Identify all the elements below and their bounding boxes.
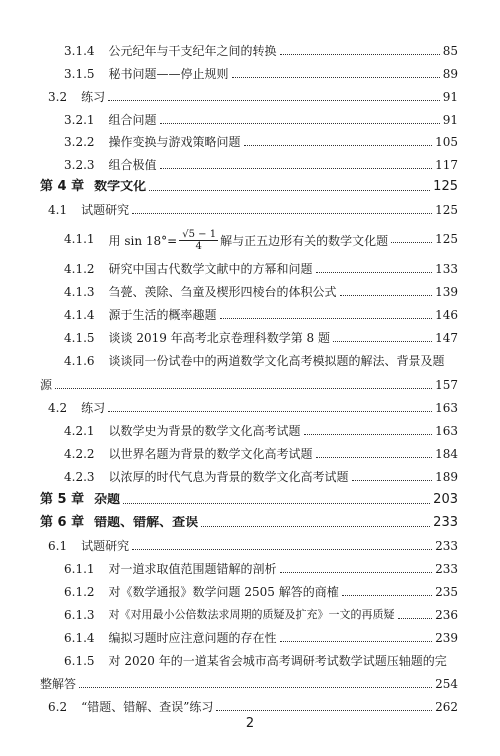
toc-entry-6-1-5-continued[interactable] <box>40 671 458 691</box>
entry-number: 4.1 <box>48 203 68 217</box>
leader-dots <box>280 571 433 573</box>
entry-page: 254 <box>435 677 458 691</box>
title-prefix: 用 sin 18°= <box>108 233 178 248</box>
entry-number: 4.2.1 <box>64 424 95 438</box>
entry-title <box>109 229 389 252</box>
entry-page: 85 <box>442 44 458 58</box>
entry-title: 组合极值 <box>108 158 157 172</box>
entry-number: 3.2.1 <box>64 113 95 127</box>
entry-title: 以世界名题为背景的数学文化高考试题 <box>108 447 313 461</box>
entry-title: 试题研究 <box>81 539 130 553</box>
toc-entry-4-2-2[interactable] <box>64 441 458 461</box>
leader-dots <box>316 456 433 458</box>
leader-dots <box>280 640 433 642</box>
entry-number: 4.1.1 <box>64 232 95 246</box>
chapter-title: 错题、错解、查误 <box>94 516 199 530</box>
toc-entry-6-1-4[interactable] <box>64 625 458 645</box>
entry-title: 对《对用最小公倍数法求周期的质疑及扩充》一文的再质疑 <box>108 608 395 621</box>
entry-number: 6.1 <box>48 539 68 553</box>
leader-dots <box>79 686 432 688</box>
chapter-title: 数学文化 <box>94 180 147 194</box>
entry-title: 秘书问题——停止规则 <box>108 67 229 81</box>
entry-title: 组合问题 <box>108 113 157 127</box>
entry-number: 4.1.5 <box>64 331 95 345</box>
toc-entry-4-1-4[interactable] <box>64 302 458 322</box>
leader-dots <box>232 76 440 78</box>
leader-dots <box>316 271 433 273</box>
entry-title: 以浓厚的时代气息为背景的数学文化高考试题 <box>108 470 349 484</box>
entry-page: 91 <box>442 113 458 127</box>
toc-entry-6-1-2[interactable] <box>64 579 458 599</box>
entry-number: 6.1.4 <box>64 631 95 645</box>
leader-dots <box>216 709 432 711</box>
entry-page: 239 <box>435 631 458 645</box>
entry-page: 233 <box>435 539 458 553</box>
entry-page: 139 <box>435 285 458 299</box>
entry-page: 189 <box>435 470 458 484</box>
leader-dots <box>108 410 432 412</box>
entry-title: 练习 <box>81 401 106 415</box>
entry-page: 125 <box>435 232 458 246</box>
toc-entry-4-1-6[interactable] <box>64 348 458 368</box>
entry-page: 233 <box>433 515 458 530</box>
entry-title-continued: 源 <box>40 378 53 392</box>
toc-entry-4-1-1[interactable] <box>64 226 458 252</box>
entry-page: 105 <box>435 135 458 149</box>
leader-dots <box>340 294 433 296</box>
leader-dots <box>123 502 430 504</box>
toc-entry-3-2-3[interactable] <box>64 152 458 172</box>
toc-chapter-5[interactable] <box>40 487 458 507</box>
entry-number: 4.1.4 <box>64 308 95 322</box>
entry-number: 3.2 <box>48 90 68 104</box>
entry-title: 源于生活的概率趣题 <box>108 308 217 322</box>
entry-number: 6.2 <box>48 700 68 714</box>
entry-number: 4.2.3 <box>64 470 95 484</box>
toc-entry-4-2-3[interactable] <box>64 464 458 484</box>
toc-entry-3-1-5[interactable] <box>64 61 458 81</box>
page-number: 2 <box>245 716 255 731</box>
entry-number: 6.1.5 <box>64 654 95 668</box>
entry-page: 146 <box>435 308 458 322</box>
leader-dots <box>220 317 433 319</box>
toc-entry-6-1-1[interactable] <box>64 556 458 576</box>
chapter-number: 第 4 章 <box>40 179 85 194</box>
entry-title: 公元纪年与干支纪年之间的转换 <box>108 44 277 58</box>
leader-dots <box>201 525 430 527</box>
leader-dots <box>333 340 432 342</box>
toc-entry-3-2-1[interactable] <box>64 107 458 127</box>
entry-title: 谈谈 2019 年高考北京卷理科数学第 8 题 <box>108 331 330 345</box>
toc-entry-6-1[interactable] <box>48 533 458 553</box>
leader-dots <box>132 212 432 214</box>
leader-dots <box>108 99 440 101</box>
entry-number: 4.2 <box>48 401 68 415</box>
entry-title: 操作变换与游戏策略问题 <box>108 135 241 149</box>
leader-dots <box>160 167 433 169</box>
entry-title: “错题、错解、查误”练习 <box>81 700 214 714</box>
sqrt-expression: √5 − 1 <box>182 229 217 240</box>
entry-page: 184 <box>435 447 458 461</box>
entry-number: 6.1.2 <box>64 585 95 599</box>
entry-page: 125 <box>435 203 458 217</box>
entry-title: 练习 <box>81 90 106 104</box>
entry-title: 对《数学通报》数学问题 2505 解答的商榷 <box>108 585 339 599</box>
leader-dots <box>398 617 433 619</box>
entry-number: 3.1.5 <box>64 67 95 81</box>
toc-entry-3-2[interactable] <box>48 84 458 104</box>
toc-entry-4-1-3[interactable] <box>64 279 458 299</box>
entry-title: 对一道求取值范围题错解的剖析 <box>108 562 277 576</box>
fraction-denominator: 4 <box>195 241 202 252</box>
entry-title: 编拟习题时应注意问题的存在性 <box>108 631 277 645</box>
toc-chapter-6[interactable] <box>40 510 458 530</box>
entry-title: 以数学史为背景的数学文化高考试题 <box>108 424 301 438</box>
entry-page: 163 <box>435 424 458 438</box>
entry-page: 236 <box>435 608 458 622</box>
entry-page: 233 <box>435 562 458 576</box>
entry-number: 3.2.3 <box>64 158 95 172</box>
toc-entry-3-2-2[interactable] <box>64 129 458 149</box>
entry-title: 研究中国古代数学文献中的方幂和问题 <box>108 262 313 276</box>
entry-page: 163 <box>435 401 458 415</box>
entry-number: 4.2.2 <box>64 447 95 461</box>
toc-chapter-4[interactable] <box>40 174 458 194</box>
entry-number: 3.1.4 <box>64 44 95 58</box>
toc-entry-6-1-5[interactable] <box>64 648 458 668</box>
title-suffix: 解与正五边形有关的数学文化题 <box>220 233 389 248</box>
entry-number: 6.1.3 <box>64 608 95 622</box>
leader-dots <box>132 548 432 550</box>
entry-number: 6.1.1 <box>64 562 95 576</box>
entry-number: 4.1.6 <box>64 354 95 368</box>
entry-title: 对 2020 年的一道某省会城市高考调研考试数学试题压轴题的完 <box>108 654 447 668</box>
entry-page: 89 <box>442 67 458 81</box>
leader-dots <box>304 433 433 435</box>
toc-entry-4-2-1[interactable] <box>64 418 458 438</box>
entry-page: 157 <box>435 378 458 392</box>
chapter-number: 第 6 章 <box>40 515 85 530</box>
leader-dots <box>352 479 433 481</box>
toc-entry-4-1-5[interactable] <box>64 325 458 345</box>
leader-dots <box>160 122 440 124</box>
toc-entry-4-1-6-continued[interactable] <box>40 372 458 392</box>
toc-entry-3-1-4[interactable] <box>64 38 458 58</box>
toc-entry-4-2[interactable] <box>48 395 458 415</box>
fraction-numerator <box>179 229 218 241</box>
toc-entry-4-1-2[interactable] <box>64 256 458 276</box>
entry-page: 262 <box>435 700 458 714</box>
entry-page: 91 <box>442 90 458 104</box>
entry-page: 235 <box>435 585 458 599</box>
toc-entry-6-1-3[interactable] <box>64 602 458 622</box>
toc-entry-6-2[interactable] <box>48 694 458 714</box>
entry-page: 147 <box>435 331 458 345</box>
leader-dots <box>342 594 432 596</box>
leader-dots <box>244 144 433 146</box>
entry-page: 117 <box>435 158 458 172</box>
entry-number: 4.1.2 <box>64 262 95 276</box>
entry-title: 刍甍、羡除、刍童及楔形四棱台的体积公式 <box>108 285 337 299</box>
entry-number: 3.2.2 <box>64 135 95 149</box>
chapter-number: 第 5 章 <box>40 492 85 507</box>
entry-title: 谈谈同一份试卷中的两道数学文化高考模拟题的解法、背景及题 <box>108 354 445 368</box>
chapter-title: 杂题 <box>94 493 121 507</box>
leader-dots <box>55 387 432 389</box>
entry-page: 133 <box>435 262 458 276</box>
entry-number: 4.1.3 <box>64 285 95 299</box>
entry-page: 125 <box>433 179 458 194</box>
entry-title-continued: 整解答 <box>40 677 77 691</box>
entry-title: 试题研究 <box>81 203 130 217</box>
leader-dots <box>149 189 430 191</box>
toc-entry-4-1[interactable] <box>48 197 458 217</box>
entry-page: 203 <box>433 492 458 507</box>
leader-dots <box>280 53 440 55</box>
fraction <box>179 229 218 252</box>
leader-dots <box>391 241 432 243</box>
